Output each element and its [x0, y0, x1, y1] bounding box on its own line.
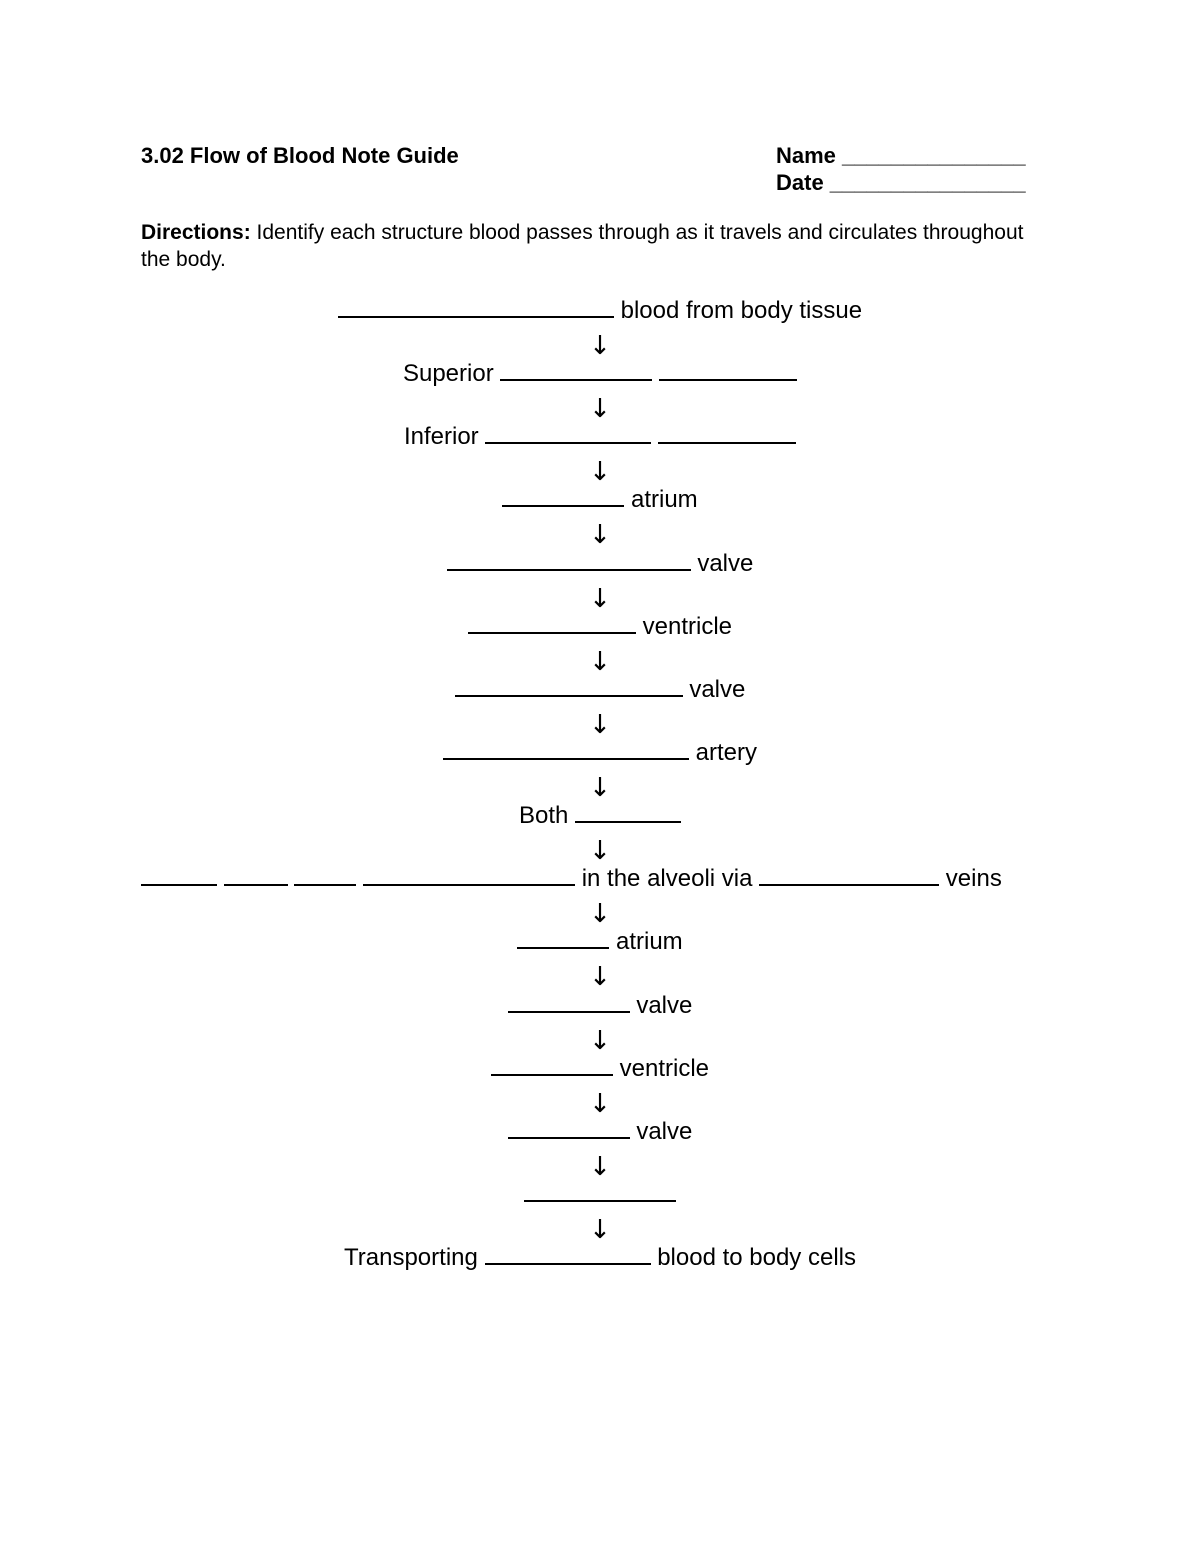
step-8-label: artery — [695, 739, 758, 766]
step-13-label: ventricle — [619, 1055, 710, 1082]
down-arrow-icon: ↓ — [589, 899, 611, 929]
blank-16[interactable] — [485, 1243, 651, 1265]
flow-step-16 — [141, 1243, 1059, 1273]
step-16-end-label: blood to body cells — [657, 1244, 856, 1271]
flow-step-14 — [141, 1117, 1059, 1147]
directions-text: Identify each structure blood passes through as it travels and circulates throughout the body. — [141, 221, 1024, 271]
down-arrow-icon: ↓ — [589, 457, 611, 487]
step-2-label: Superior — [402, 360, 494, 387]
blank-10d[interactable] — [363, 864, 575, 886]
step-4-label: atrium — [630, 486, 698, 513]
name-field[interactable]: Name _______________ — [776, 143, 1026, 168]
directions-label: Directions: — [141, 221, 251, 244]
down-arrow-icon: ↓ — [589, 1026, 611, 1056]
blank-5[interactable] — [447, 549, 691, 571]
blank-3b[interactable] — [658, 422, 796, 444]
blank-10c[interactable] — [294, 864, 356, 886]
flow-step-5 — [141, 549, 1059, 579]
down-arrow-icon: ↓ — [589, 773, 611, 803]
blank-1[interactable] — [338, 296, 614, 318]
step-14-label: valve — [636, 1118, 693, 1145]
step-12-label: valve — [636, 992, 693, 1019]
blank-6[interactable] — [468, 612, 636, 634]
flow-step-4 — [141, 485, 1059, 515]
flow-step-13 — [141, 1054, 1059, 1084]
down-arrow-icon: ↓ — [589, 836, 611, 866]
flow-step-9 — [141, 801, 1059, 831]
step-1-label: blood from body tissue — [620, 297, 863, 324]
down-arrow-icon: ↓ — [589, 1089, 611, 1119]
down-arrow-icon: ↓ — [589, 520, 611, 550]
flow-step-2 — [141, 359, 1059, 389]
blank-10a[interactable] — [141, 864, 217, 886]
blank-13[interactable] — [491, 1054, 613, 1076]
flow-step-15 — [141, 1180, 1059, 1210]
step-11-label: atrium — [615, 928, 683, 955]
down-arrow-icon: ↓ — [589, 1152, 611, 1182]
flow-step-1 — [141, 296, 1059, 326]
step-3-label: Inferior — [403, 423, 479, 450]
blank-14[interactable] — [508, 1117, 630, 1139]
flow-step-3 — [141, 422, 1059, 452]
blank-15[interactable] — [524, 1180, 676, 1202]
blank-2a[interactable] — [500, 359, 652, 381]
step-5-label: valve — [697, 550, 754, 577]
page-title: 3.02 Flow of Blood Note Guide — [141, 143, 459, 168]
down-arrow-icon: ↓ — [589, 394, 611, 424]
blank-3a[interactable] — [485, 422, 651, 444]
step-6-label: ventricle — [642, 613, 733, 640]
blank-12[interactable] — [508, 991, 630, 1013]
blank-10e[interactable] — [759, 864, 939, 886]
blank-4[interactable] — [502, 485, 624, 507]
down-arrow-icon: ↓ — [589, 1215, 611, 1245]
blank-8[interactable] — [443, 738, 689, 760]
down-arrow-icon: ↓ — [589, 584, 611, 614]
blank-10b[interactable] — [224, 864, 288, 886]
step-10-end-label: veins — [945, 865, 1002, 892]
flow-step-6 — [141, 612, 1059, 642]
flow-step-11 — [141, 927, 1059, 957]
flow-step-7 — [141, 675, 1059, 705]
flow-step-10 — [141, 864, 1046, 894]
date-field[interactable]: Date ________________ — [776, 170, 1026, 195]
step-7-label: valve — [689, 676, 746, 703]
blank-11[interactable] — [517, 927, 609, 949]
blank-2b[interactable] — [659, 359, 797, 381]
down-arrow-icon: ↓ — [589, 647, 611, 677]
down-arrow-icon: ↓ — [589, 962, 611, 992]
step-10-mid-label: in the alveoli via — [581, 865, 753, 892]
blank-9[interactable] — [575, 801, 681, 823]
step-9-label: Both — [518, 802, 569, 829]
directions — [141, 219, 1041, 273]
flow-step-8 — [141, 738, 1059, 768]
down-arrow-icon: ↓ — [589, 331, 611, 361]
step-16-start-label: Transporting — [344, 1244, 478, 1271]
blank-7[interactable] — [455, 675, 683, 697]
flow-step-12 — [141, 991, 1059, 1021]
down-arrow-icon: ↓ — [589, 710, 611, 740]
